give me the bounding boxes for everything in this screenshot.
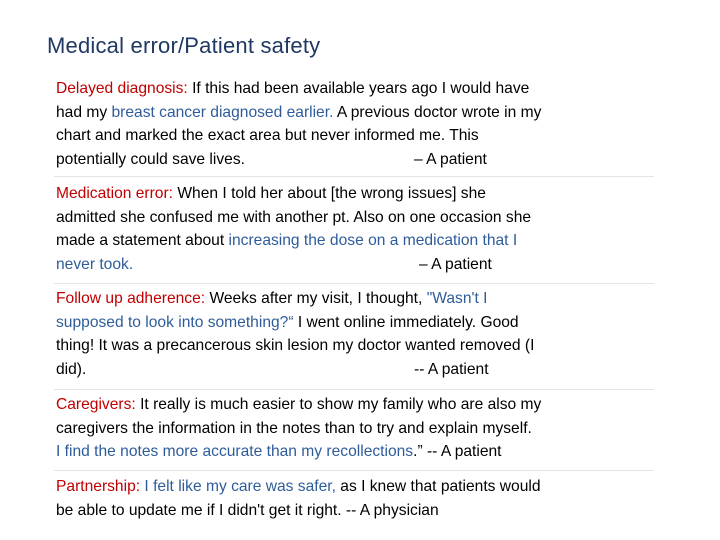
quote-text: It really is much easier to show my family who are also my	[135, 396, 542, 413]
quote-attribution: – A patient	[414, 150, 487, 168]
quote-line	[56, 393, 656, 417]
quote-category-label: Delayed diagnosis:	[56, 80, 188, 97]
quote-category-label: Follow up adherence:	[56, 290, 206, 307]
quote-text: admitted she confused me with another pt. Also on one occasion she	[56, 208, 532, 226]
quote-line	[56, 475, 656, 499]
quote-attribution: – A patient	[419, 255, 492, 273]
quote-partnership	[56, 475, 656, 522]
quote-text: caregivers the information in the notes than to try and explain myself.	[56, 419, 532, 437]
quote-category-label: Caregivers:	[56, 396, 136, 413]
quote-line	[56, 287, 656, 311]
quote-category-label: Medication error:	[56, 185, 173, 202]
quote-line	[56, 499, 656, 523]
quote-line	[56, 148, 656, 172]
quote-text: had my	[56, 103, 112, 121]
highlighted-text: never took.	[56, 255, 134, 273]
quote-text: as I knew that patients would	[335, 478, 541, 495]
quote-text: potentially could save lives.	[56, 150, 245, 168]
quote-line	[56, 101, 656, 125]
quote-text: I went online immediately. Good	[293, 313, 519, 331]
highlighted-text: "Wasn't I	[426, 290, 488, 307]
quote-line	[56, 417, 656, 441]
quote-line	[56, 206, 656, 230]
quote-text: thing! It was a precancerous skin lesion my doctor wanted removed (I	[56, 337, 535, 354]
highlighted-text: I felt like my care was safer,	[144, 478, 336, 495]
quote-line	[56, 124, 656, 148]
quote-line	[56, 229, 656, 253]
quote-follow-up-adherence	[56, 287, 656, 381]
highlighted-text: increasing the dose on a medication that I	[228, 232, 518, 249]
quote-line	[56, 311, 656, 335]
quote-medication-error	[56, 182, 656, 276]
quote-text: be able to update me if I didn't get it right. -- A physician	[56, 501, 439, 519]
quote-text: made a statement about	[56, 232, 229, 249]
quote-text: Weeks after my visit, I thought,	[205, 290, 427, 307]
highlighted-text: I find the notes more accurate than my recollections	[56, 443, 414, 460]
quote-line	[56, 334, 656, 358]
quote-caregivers	[56, 393, 656, 464]
quote-text: did).	[56, 360, 87, 378]
quote-attribution: -- A patient	[414, 360, 489, 378]
divider	[54, 470, 654, 471]
quote-delayed-diagnosis	[56, 77, 656, 171]
divider	[54, 283, 654, 284]
slide-title: Medical error/Patient safety	[47, 33, 321, 58]
divider	[54, 389, 654, 390]
highlighted-text: supposed to look into something?“	[56, 313, 294, 331]
quote-category-label: Partnership:	[56, 478, 141, 495]
quote-text: When I told her about [the wrong issues] she	[173, 185, 486, 202]
quote-text: chart and marked the exact area but never informed me. This	[56, 127, 479, 144]
quote-line	[56, 77, 656, 101]
quote-line	[56, 440, 656, 464]
divider	[54, 176, 654, 177]
quote-text: .” -- A patient	[413, 443, 502, 460]
quote-line	[56, 253, 656, 277]
highlighted-text: breast cancer diagnosed earlier.	[111, 103, 334, 121]
quote-text: A previous doctor wrote in my	[333, 103, 542, 121]
quote-line	[56, 358, 656, 382]
quote-line	[56, 182, 656, 206]
quote-text: If this had been available years ago I would have	[187, 80, 530, 97]
